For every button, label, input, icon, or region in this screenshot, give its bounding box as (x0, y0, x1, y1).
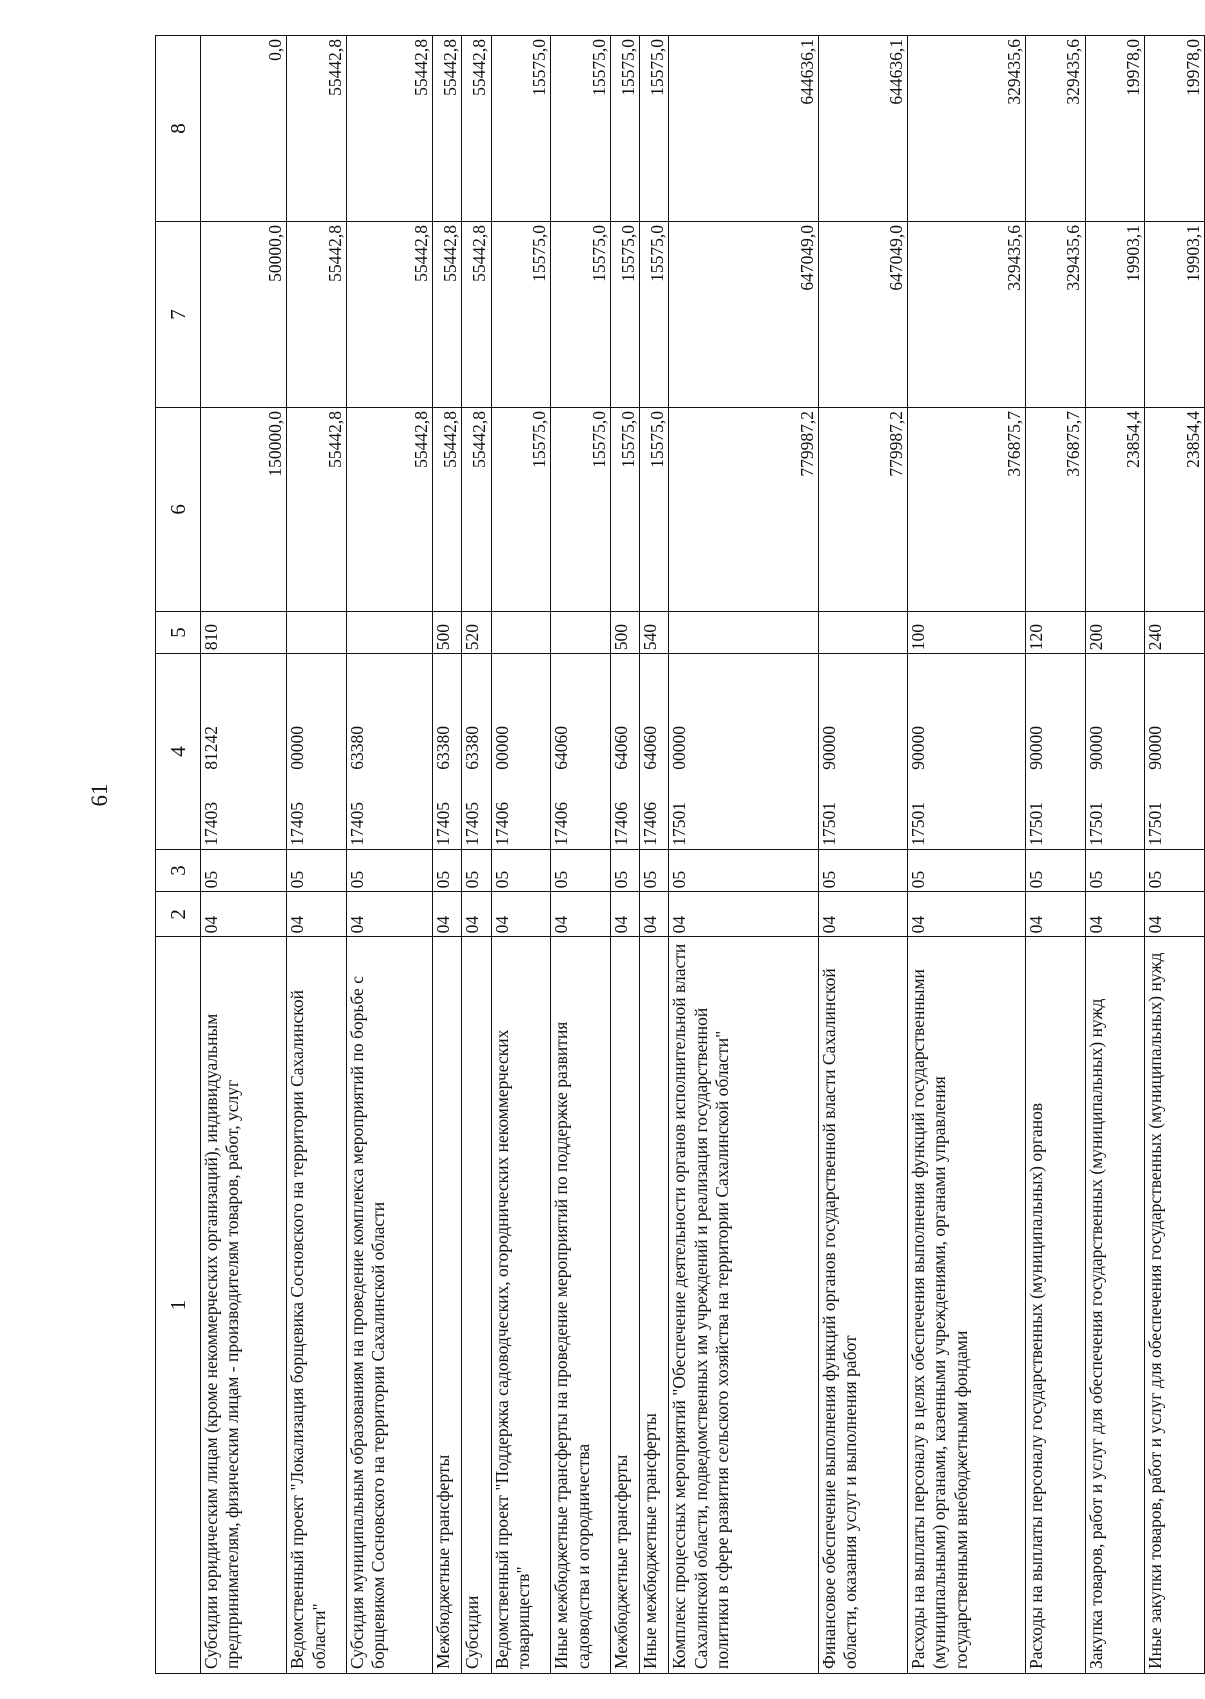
subsection-code: 05 (201, 849, 287, 892)
target-article-direction: 63380 (433, 725, 454, 770)
col-header-1: 1 (156, 937, 201, 1674)
section-code: 04 (462, 892, 491, 937)
target-article-direction: 64060 (610, 725, 631, 770)
target-article-direction: 00000 (491, 725, 512, 770)
row-name: Комплекс процессных мероприятий "Обеспечение деятельности органов исполнительной власти Сахалинской области, подведомственных им учреждений и реализация государственной политики в сфере развития сельского хозяйства на территории Сахалинской области" (669, 937, 819, 1674)
subsection-code: 05 (1145, 849, 1205, 892)
target-article-program: 17501 (1025, 801, 1046, 846)
section-code: 04 (1145, 892, 1205, 937)
table-row (907, 36, 1025, 1674)
amount-year-1: 55442,8 (287, 407, 347, 611)
expense-type-code: 200 (1085, 611, 1145, 654)
amount-year-2: 329435,6 (907, 222, 1025, 408)
target-article-code (1145, 654, 1205, 849)
row-name: Межбюджетные трансферты (433, 937, 462, 1674)
target-article-code (640, 654, 669, 849)
amount-year-2: 19903,1 (1145, 222, 1205, 408)
section-code: 04 (491, 892, 551, 937)
amount-year-2: 15575,0 (551, 222, 611, 408)
expense-type-code (287, 611, 347, 654)
expense-type-code: 500 (610, 611, 639, 654)
target-article-direction: 90000 (1025, 725, 1046, 770)
row-name: Финансовое обеспечение выполнения функций органов государственной власти Сахалинской области, оказания услуг и выполнения работ (819, 937, 908, 1674)
table-row (1085, 36, 1145, 1674)
row-name: Ведомственный проект "Локализация борщевика Сосновского на территории Сахалинской области" (287, 937, 347, 1674)
expense-type-code (346, 611, 432, 654)
target-article-direction: 00000 (669, 725, 690, 770)
target-article-direction: 90000 (907, 725, 928, 770)
target-article-program: 17405 (346, 801, 367, 846)
amount-year-1: 15575,0 (640, 407, 669, 611)
amount-year-2: 50000,0 (201, 222, 287, 408)
row-name: Иные межбюджетные трансферты (640, 937, 669, 1674)
header-row (156, 36, 201, 1674)
target-article-code (201, 654, 287, 849)
row-name: Субсидия муниципальным образованиям на проведение комплекса мероприятий по борьбе с борщевиком Сосновского на территории Сахалинской области (346, 937, 432, 1674)
expense-type-code (551, 611, 611, 654)
subsection-code: 05 (462, 849, 491, 892)
amount-year-3: 329435,6 (1025, 36, 1085, 222)
subsection-code: 05 (491, 849, 551, 892)
section-code: 04 (610, 892, 639, 937)
expense-type-code: 500 (433, 611, 462, 654)
target-article-program: 17406 (610, 801, 631, 846)
target-article-code (669, 654, 819, 849)
target-article-program: 17501 (669, 801, 690, 846)
table-row (669, 36, 819, 1674)
col-header-8: 8 (156, 36, 201, 222)
amount-year-3: 55442,8 (287, 36, 347, 222)
target-article-direction: 90000 (1145, 725, 1166, 770)
col-header-3: 3 (156, 849, 201, 892)
target-article-program: 17405 (462, 801, 483, 846)
amount-year-3: 0,0 (201, 36, 287, 222)
amount-year-3: 15575,0 (551, 36, 611, 222)
target-article-code (610, 654, 639, 849)
amount-year-3: 15575,0 (491, 36, 551, 222)
target-article-code (551, 654, 611, 849)
section-code: 04 (551, 892, 611, 937)
target-article-code (1025, 654, 1085, 849)
target-article-program: 17501 (1085, 801, 1106, 846)
table-row (1145, 36, 1205, 1674)
amount-year-1: 376875,7 (1025, 407, 1085, 611)
expense-type-code: 810 (201, 611, 287, 654)
amount-year-3: 15575,0 (640, 36, 669, 222)
amount-year-3: 19978,0 (1085, 36, 1145, 222)
subsection-code: 05 (1085, 849, 1145, 892)
row-name: Закупка товаров, работ и услуг для обеспечения государственных (муниципальных) нужд (1085, 937, 1145, 1674)
target-article-code (819, 654, 908, 849)
amount-year-3: 15575,0 (610, 36, 639, 222)
amount-year-2: 329435,6 (1025, 222, 1085, 408)
amount-year-2: 55442,8 (346, 222, 432, 408)
amount-year-1: 55442,8 (462, 407, 491, 611)
table-row (201, 36, 287, 1674)
amount-year-2: 55442,8 (462, 222, 491, 408)
target-article-direction: 90000 (819, 725, 840, 770)
target-article-code (907, 654, 1025, 849)
expense-type-code: 520 (462, 611, 491, 654)
table-row (1025, 36, 1085, 1674)
row-name: Иные межбюджетные трансферты на проведение мероприятий по поддержке развития садоводства и огородничества (551, 937, 611, 1674)
amount-year-1: 15575,0 (610, 407, 639, 611)
table-row (287, 36, 347, 1674)
table-row (491, 36, 551, 1674)
expense-type-code (491, 611, 551, 654)
subsection-code: 05 (610, 849, 639, 892)
col-header-6: 6 (156, 407, 201, 611)
section-code: 04 (287, 892, 347, 937)
row-name: Субсидии (462, 937, 491, 1674)
table-row (819, 36, 908, 1674)
target-article-program: 17405 (433, 801, 454, 846)
table-row (640, 36, 669, 1674)
subsection-code: 05 (1025, 849, 1085, 892)
section-code: 04 (907, 892, 1025, 937)
section-code: 04 (1085, 892, 1145, 937)
target-article-code (1085, 654, 1145, 849)
section-code: 04 (346, 892, 432, 937)
expense-type-code: 120 (1025, 611, 1085, 654)
section-code: 04 (201, 892, 287, 937)
target-article-program: 17406 (640, 801, 661, 846)
amount-year-3: 55442,8 (462, 36, 491, 222)
amount-year-2: 55442,8 (287, 222, 347, 408)
amount-year-1: 150000,0 (201, 407, 287, 611)
table-row (433, 36, 462, 1674)
row-name: Ведомственный проект "Поддержка садоводческих, огороднических некоммерческих товариществ" (491, 937, 551, 1674)
section-code: 04 (1025, 892, 1085, 937)
expense-type-code: 240 (1145, 611, 1205, 654)
target-article-code (346, 654, 432, 849)
amount-year-1: 55442,8 (346, 407, 432, 611)
target-article-program: 17405 (287, 801, 308, 846)
amount-year-1: 15575,0 (551, 407, 611, 611)
col-header-4: 4 (156, 654, 201, 849)
amount-year-1: 779987,2 (819, 407, 908, 611)
amount-year-1: 23854,4 (1085, 407, 1145, 611)
target-article-code (287, 654, 347, 849)
amount-year-3: 329435,6 (907, 36, 1025, 222)
table-row (551, 36, 611, 1674)
expense-type-code (819, 611, 908, 654)
section-code: 04 (819, 892, 908, 937)
subsection-code: 05 (433, 849, 462, 892)
target-article-direction: 63380 (346, 725, 367, 770)
row-name: Иные закупки товаров, работ и услуг для обеспечения государственных (муниципальных) нужд (1145, 937, 1205, 1674)
subsection-code: 05 (907, 849, 1025, 892)
table-row (346, 36, 432, 1674)
target-article-program: 17406 (491, 801, 512, 846)
target-article-direction: 64060 (551, 725, 572, 770)
target-article-direction: 63380 (462, 725, 483, 770)
subsection-code: 05 (346, 849, 432, 892)
target-article-code (433, 654, 462, 849)
col-header-5: 5 (156, 611, 201, 654)
expense-type-code: 540 (640, 611, 669, 654)
row-name: Межбюджетные трансферты (610, 937, 639, 1674)
row-name: Расходы на выплаты персоналу в целях обеспечения выполнения функций государственными (муниципальными) органами, казенными учреждениями, органами управления государственными внебюджетными фондами (907, 937, 1025, 1674)
col-header-7: 7 (156, 222, 201, 408)
section-code: 04 (640, 892, 669, 937)
section-code: 04 (433, 892, 462, 937)
amount-year-2: 15575,0 (640, 222, 669, 408)
target-article-program: 17406 (551, 801, 572, 846)
amount-year-2: 19903,1 (1085, 222, 1145, 408)
page-number: 61 (87, 783, 112, 807)
subsection-code: 05 (551, 849, 611, 892)
target-article-direction: 90000 (1085, 725, 1106, 770)
section-code: 04 (669, 892, 819, 937)
subsection-code: 05 (640, 849, 669, 892)
expense-type-code: 100 (907, 611, 1025, 654)
amount-year-2: 55442,8 (433, 222, 462, 408)
target-article-code (462, 654, 491, 849)
target-article-direction: 81242 (201, 725, 221, 770)
target-article-program: 17501 (1145, 801, 1166, 846)
amount-year-2: 15575,0 (610, 222, 639, 408)
amount-year-3: 55442,8 (346, 36, 432, 222)
amount-year-3: 644636,1 (819, 36, 908, 222)
row-name: Расходы на выплаты персоналу государственных (муниципальных) органов (1025, 937, 1085, 1674)
amount-year-1: 376875,7 (907, 407, 1025, 611)
budget-table-container (155, 35, 1205, 1674)
subsection-code: 05 (669, 849, 819, 892)
amount-year-2: 647049,0 (819, 222, 908, 408)
amount-year-1: 23854,4 (1145, 407, 1205, 611)
amount-year-1: 779987,2 (669, 407, 819, 611)
table-row (462, 36, 491, 1674)
subsection-code: 05 (287, 849, 347, 892)
target-article-direction: 00000 (287, 725, 308, 770)
target-article-program: 17403 (201, 801, 221, 846)
target-article-code (491, 654, 551, 849)
col-header-2: 2 (156, 892, 201, 937)
amount-year-3: 19978,0 (1145, 36, 1205, 222)
amount-year-3: 55442,8 (433, 36, 462, 222)
subsection-code: 05 (819, 849, 908, 892)
target-article-direction: 64060 (640, 725, 661, 770)
amount-year-1: 15575,0 (491, 407, 551, 611)
amount-year-2: 15575,0 (491, 222, 551, 408)
amount-year-2: 647049,0 (669, 222, 819, 408)
amount-year-3: 644636,1 (669, 36, 819, 222)
row-name: Субсидии юридическим лицам (кроме некоммерческих организаций), индивидуальным предпринимателям, физическим лицам - производителям товаров, работ, услуг (201, 937, 287, 1674)
table-row (610, 36, 639, 1674)
target-article-program: 17501 (907, 801, 928, 846)
expense-type-code (669, 611, 819, 654)
target-article-program: 17501 (819, 801, 840, 846)
budget-table (155, 35, 1205, 1674)
amount-year-1: 55442,8 (433, 407, 462, 611)
